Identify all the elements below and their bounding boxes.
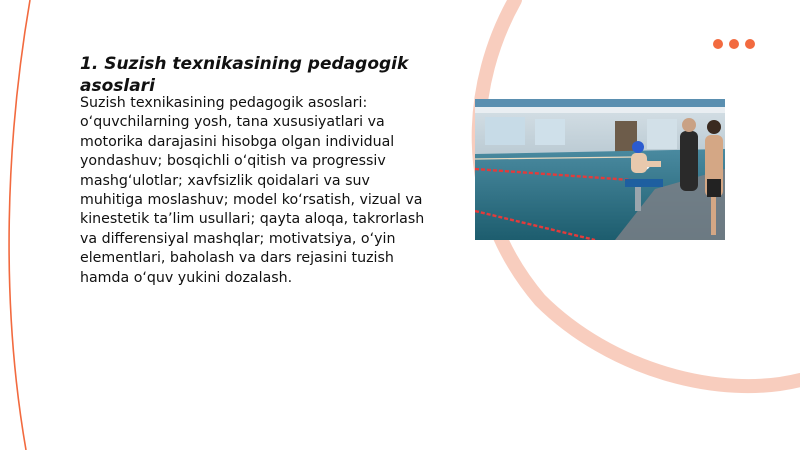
dot: [729, 39, 739, 49]
swimming-pool-photo: [475, 99, 725, 240]
slide-body-text: Suzish texnikasining pedagogik asoslari: o‘quvchilarning yosh, tana xususiyatlari va motorika darajasini hisobga olgan individual yondashuv; bosqichli o‘qitish va progressiv mashg‘ulotlar; xavfsizlik qoidalari va suv muhitiga moslashuv; model ko‘rsatish, vizual va kinestetik ta’lim usullari; qayta aloqa, takrorlash va differensiyal mashqlar; motivatsiya, o‘yin elementlari, baholash va dars rejasini tuzish hamda o‘quv yukini dozalash.: [80, 95, 425, 286]
slide-title: 1. Suzish texnikasining pedagogik asoslari: [80, 54, 409, 96]
dot: [745, 39, 755, 49]
dot: [713, 39, 723, 49]
menu-dots-icon: [713, 39, 755, 49]
left-arc: [9, 0, 30, 450]
